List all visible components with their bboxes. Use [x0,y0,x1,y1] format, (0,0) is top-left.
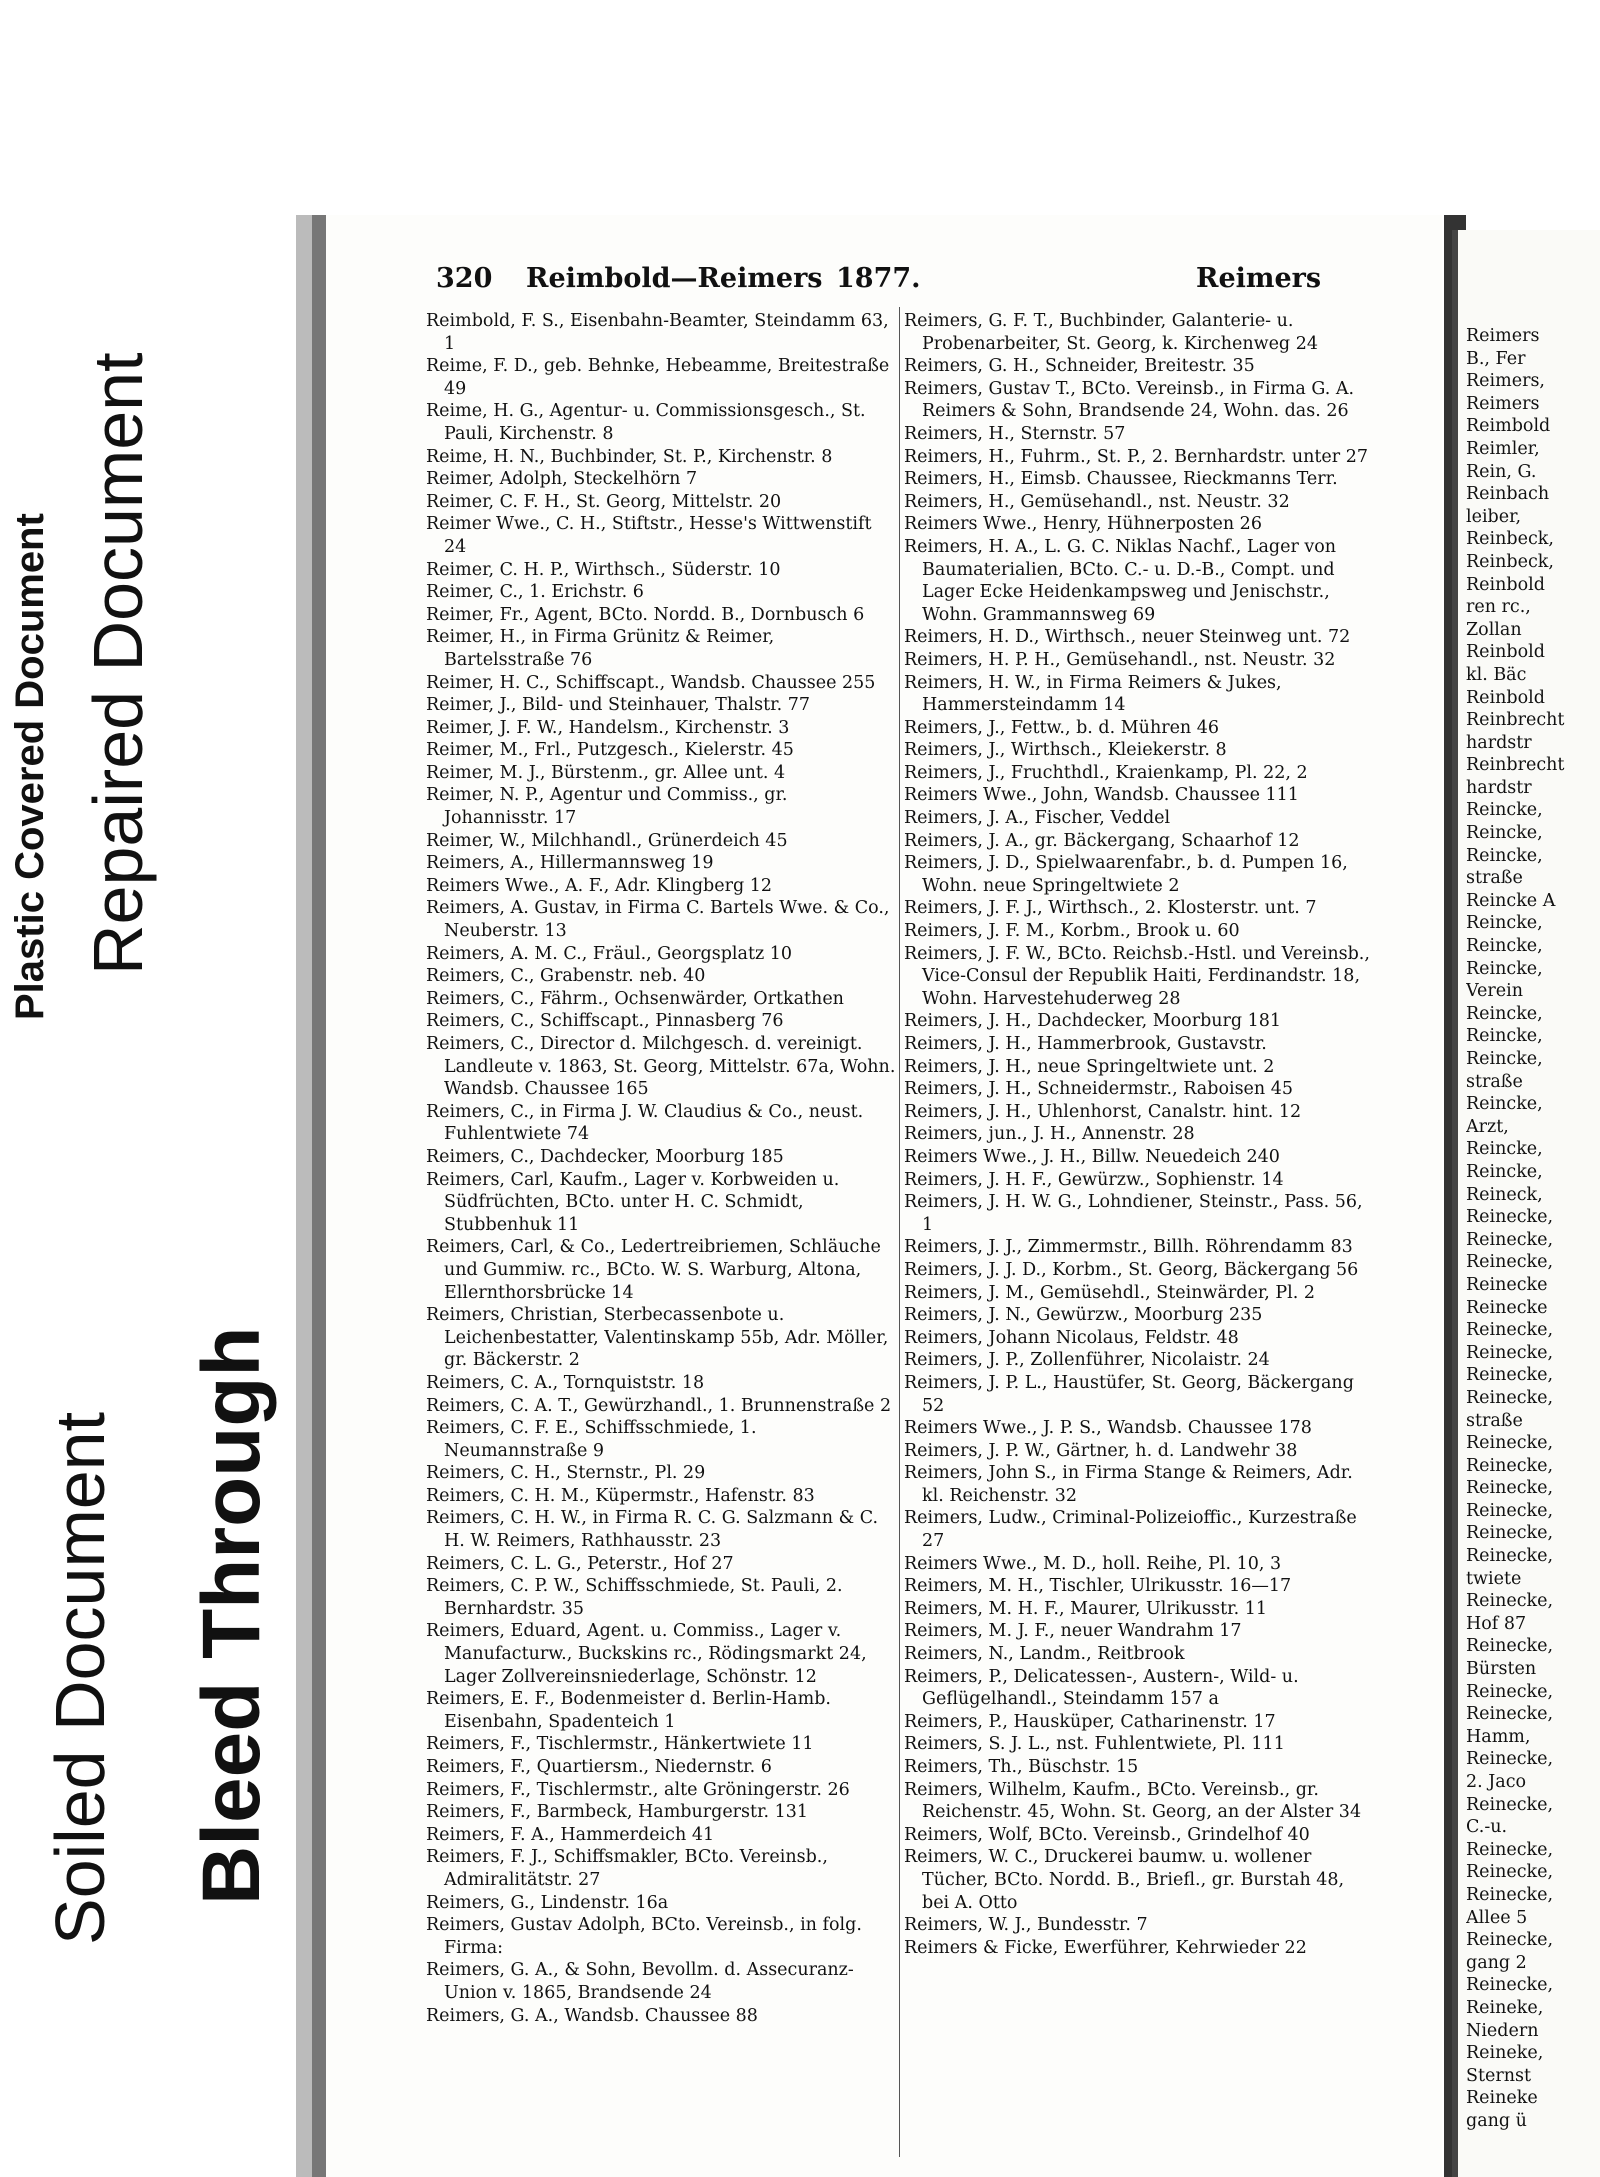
next-page-fragment: Reimers, [1466,371,1545,392]
next-page-fragment: B., Fer [1466,348,1526,369]
next-page-fragment: Reincke, [1466,1026,1543,1047]
directory-entry: Reimer, C. H. P., Wirthsch., Süderstr. 10 [426,559,781,580]
directory-entry: Reimers, Carl, Kaufm., Lager v. Korbweiden u. Südfrüchten, BCto. unter H. C. Schmidt, Stubbenhuk 11 [426,1169,840,1235]
directory-entry: Reimers, J. A., Fischer, Veddel [904,808,1171,829]
directory-entry: Reimers, N., Landm., Reitbrook [904,1644,1185,1665]
directory-entry: Reimers, P., Hausküper, Catharinenstr. 17 [904,1711,1276,1732]
header-keyword: Reimers [1196,263,1322,294]
next-page-fragment: Reinecke, [1466,1478,1554,1499]
next-page-fragment: Bürsten [1466,1659,1537,1680]
next-page-fragment: kl. Bäc [1466,664,1527,685]
directory-entry: Reimers, A., Hillermannsweg 19 [426,853,714,874]
directory-entry: Reimer, H., in Firma Grünitz & Reimer, Bartelsstraße 76 [426,627,775,670]
header-range: Reimbold—Reimers [526,263,823,294]
next-page-fragment: Reinecke, [1466,1229,1554,1250]
directory-entry: Reimers, J. H., Hammerbrook, Gustavstr. [904,1034,1267,1054]
directory-entry: Reimer, C., 1. Erichstr. 6 [426,582,644,603]
directory-entry: Reimer, M. J., Bürstenm., gr. Allee unt. 4 [426,762,786,783]
next-page-fragment: Reinecke, [1466,1884,1554,1905]
label-repaired: Repaired Document [79,352,157,975]
directory-entry: Reime, H. N., Buchbinder, St. P., Kirchenstr. 8 [426,446,833,467]
next-page-fragment: twiete [1466,1568,1522,1589]
directory-entry: Reimers, Wolf, BCto. Vereinsb., Grindelhof 40 [904,1824,1310,1845]
next-page-fragment: Reinecke, [1466,1523,1554,1544]
directory-entry: Reimers, C., in Firma J. W. Claudius & Co., neust. Fuhlentwiete 74 [426,1101,864,1145]
next-page-fragment: Reincke, [1466,1003,1543,1024]
directory-entry: Reimers, A. Gustav, in Firma C. Bartels Wwe. & Co., Neuberstr. 13 [426,898,890,942]
directory-entry: Reimers, J. F. W., BCto. Reichsb.-Hstl. und Vereinsb., Vice-Consul der Republik Haiti, Ferdinandstr. 18, Wohn. Harvestehuderweg 28 [904,943,1370,1009]
next-page-fragment: Rein, G. [1466,461,1537,482]
next-page-fragment: Reinecke, [1466,1794,1554,1815]
directory-entry: Reimers, H., Gemüsehandl., nst. Neustr. 32 [904,491,1290,512]
directory-entry: Reimer, J. F. W., Handelsm., Kirchenstr. 3 [426,717,790,738]
directory-entry: Reimers, J. P. W., Gärtner, h. d. Landwehr 38 [904,1440,1298,1461]
next-page-fragment: Reineke, [1466,2043,1544,2064]
next-page-fragment: Reinecke, [1466,1252,1554,1273]
next-page-edge [1452,230,1600,2177]
directory-entry: Reimers, W. J., Bundesstr. 7 [904,1915,1148,1936]
directory-entry: Reimers, Gustav Adolph, BCto. Vereinsb., in folg. Firma: [426,1915,862,1958]
column-rule [899,307,900,2157]
directory-entry: Reimers, H., Eimsb. Chaussee, Rieckmanns Terr. [904,469,1338,490]
next-page-fragment: ren rc., [1466,597,1531,618]
next-page-fragment: leiber, [1466,506,1522,527]
next-page-fragment: Reinbold [1466,642,1545,663]
directory-entry: Reimers, J. P., Zollenführer, Nicolaistr. 24 [904,1350,1270,1371]
label-bleed-through: Bleed Through [186,1326,277,1905]
directory-entry: Reimers, C. H. W., in Firma R. C. G. Salzmann & C. H. W. Reimers, Rathhausstr. 23 [426,1508,879,1552]
directory-entry: Reimers, Carl, & Co., Ledertreibriemen, Schläuche und Gummiw. rc., BCto. W. S. Warburg, Altona, Ellernthorsbrücke 14 [426,1237,881,1303]
next-page-fragment: straße [1466,868,1523,889]
directory-entry: Reimers, G. A., Wandsb. Chaussee 88 [426,2005,758,2026]
header-year: 1877. [836,263,921,294]
directory-entry: Reimer, W., Milchhandl., Grünerdeich 45 [426,830,788,851]
next-page-fragment: Verein [1466,981,1523,1002]
directory-entry: Reimers, G. F. T., Buchbinder, Galanterie- u. Probenarbeiter, St. Georg, k. Kirchenweg 24 [904,311,1318,354]
directory-entry: Reimers, G. A., & Sohn, Bevollm. d. Assecuranz-Union v. 1865, Brandsende 24 [426,1960,854,2003]
next-page-fragment: Reinecke, [1466,1320,1554,1341]
next-page-fragment: Reinecke [1466,1297,1548,1318]
next-page-fragment: Reincke, [1466,1094,1543,1115]
next-page-fragment: Reincke, [1466,800,1543,821]
next-page-fragment: Hof 87 [1466,1613,1527,1634]
next-page-fragment: Reincke, [1466,823,1543,844]
directory-entry: Reimers, C., Grabenstr. neb. 40 [426,966,706,987]
directory-entry: Reimers, J. H., Dachdecker, Moorburg 181 [904,1011,1282,1032]
next-page-fragment: Reinecke, [1466,1704,1554,1725]
next-page-fragment: Arzt, [1466,1116,1509,1137]
next-page-fragment: Reincke, [1466,1139,1543,1160]
directory-entry: Reimers, Th., Büschstr. 15 [904,1757,1139,1777]
directory-entry: Reimers, C. A., Tornquiststr. 18 [426,1372,705,1393]
next-page-fragment: Allee 5 [1466,1907,1528,1928]
directory-entry: Reimers, Ludw., Criminal-Polizeioffic., Kurzestraße 27 [904,1508,1357,1552]
directory-entry: Reime, F. D., geb. Behnke, Hebeamme, Breitestraße 49 [426,356,890,399]
directory-entry: Reimers Wwe., J. H., Billw. Neuedeich 240 [904,1146,1280,1167]
directory-entry: Reimer, Fr., Agent, BCto. Nordd. B., Dornbusch 6 [426,604,865,625]
next-page-fragment: Reineke, [1466,1997,1544,2018]
directory-entry: Reimers, W. C., Druckerei baumw. u. wollener Tücher, BCto. Nordd. B., Briefl., gr. Burstah 48, bei A. Otto [904,1847,1345,1913]
directory-entry: Reimers, F. J., Schiffsmakler, BCto. Vereinsb., Admiralitätstr. 27 [426,1847,828,1890]
directory-entry: Reimers & Ficke, Ewerführer, Kehrwieder 22 [904,1937,1307,1958]
directory-entry: Reimers, F., Barmbeck, Hamburgerstr. 131 [426,1802,809,1823]
label-plastic-covered: Plastic Covered Document [8,513,52,1020]
directory-entry: Reimers, C., Director d. Milchgesch. d. vereinigt. Landleute v. 1863, St. Georg, Mittelstr. 67a, Wohn. Wandsb. Chaussee 165 [426,1034,896,1100]
directory-entry: Reimers, F., Tischlermstr., Hänkertwiete 11 [426,1734,814,1755]
directory-entry: Reimers, F., Quartiersm., Niedernstr. 6 [426,1757,772,1777]
next-page-fragment: Reinbold [1466,574,1545,595]
directory-entry: Reimers Wwe., M. D., holl. Reihe, Pl. 10, 3 [904,1553,1282,1574]
directory-entry: Reimers, J. H. F., Gewürzw., Sophienstr. 14 [904,1169,1284,1190]
directory-entry: Reimers, C., Fährm., Ochsenwärder, Ortkathen [426,988,844,1009]
directory-entry: Reimers Wwe., J. P. S., Wandsb. Chaussee 178 [904,1418,1312,1439]
directory-entry: Reimer, C. F. H., St. Georg, Mittelstr. 20 [426,491,782,512]
directory-entry: Reimers, J. H., Schneidermstr., Raboisen 45 [904,1079,1294,1100]
directory-entry: Reimers, C., Dachdecker, Moorburg 185 [426,1146,784,1167]
directory-entry: Reimers, J. M., Gemüsehdl., Steinwärder, Pl. 2 [904,1282,1316,1303]
directory-entry: Reimers, P., Delicatessen-, Austern-, Wild- u. Geflügelhandl., Steindamm 157 a [904,1666,1299,1710]
directory-entry: Reimers, J. D., Spielwaarenfabr., b. d. Pumpen 16, Wohn. neue Springeltwiete 2 [904,853,1348,896]
directory-entry: Reimer, J., Bild- und Steinhauer, Thalstr. 77 [426,695,811,716]
next-page-fragment: gang 2 [1466,1952,1527,1973]
page-number: 320 [436,263,493,294]
directory-entry: Reimers, jun., J. H., Annenstr. 28 [904,1124,1195,1145]
directory-entry: Reimers, H. A., L. G. C. Niklas Nachf., Lager von Baumaterialien, BCto. C.- u. D.-B., Compt. und Lager Ecke Heidenkampsweg und Jenischstr., Wohn. Grammannsweg 69 [904,536,1337,625]
next-page-fragment: 2. Jaco [1466,1772,1527,1792]
left-column [426,310,896,2027]
directory-entry: Reimer, N. P., Agentur und Commiss., gr. Johannisstr. 17 [426,785,788,829]
next-page-fragment: Sternst [1466,2065,1532,2086]
next-page-fragment: Reinecke [1466,1274,1548,1295]
directory-entry: Reimers, Gustav T., BCto. Vereinsb., in Firma G. A. Reimers & Sohn, Brandsende 24, Wohn. das. 26 [904,378,1355,422]
directory-entry: Reimers, C. H., Sternstr., Pl. 29 [426,1463,706,1484]
directory-entry: Reimers, Christian, Sterbecassenbote u. Leichenbestatter, Valentinskamp 55b, Adr. Möller, gr. Bäckerstr. 2 [426,1305,889,1371]
next-page-fragment: Reinecke, [1466,1749,1554,1770]
next-page-fragment: Reinbrecht [1466,710,1565,731]
directory-entry: Reimers, J. J., Zimmermstr., Billh. Röhrendamm 83 [904,1237,1353,1258]
directory-entry: Reimers, M. J. F., neuer Wandrahm 17 [904,1621,1242,1642]
directory-entry: Reimers, C. F. E., Schiffsschmiede, 1. Neumannstraße 9 [426,1418,757,1461]
directory-entry: Reimers, John S., in Firma Stange & Reimers, Adr. kl. Reichenstr. 32 [904,1463,1353,1506]
next-page-fragment: Reinecke, [1466,1636,1554,1657]
next-page-fragment: Reinecke, [1466,1839,1554,1860]
next-page-fragment: C.-u. [1466,1817,1508,1838]
next-page-fragment: Reinecke, [1466,1681,1554,1702]
next-page-fragment: Reinbrecht [1466,755,1565,776]
next-page-fragment: Reimers [1466,326,1540,346]
directory-entry: Reimers Wwe., A. F., Adr. Klingberg 12 [426,875,772,896]
next-page-fragment: hardstr [1466,777,1532,798]
next-page-fragment: Reinecke, [1466,1342,1554,1363]
next-page-fragment: straße [1466,1071,1523,1092]
directory-entry: Reimers, J., Fettw., b. d. Mühren 46 [904,717,1220,738]
next-page-fragment: Reinbach [1466,484,1550,505]
directory-entry: Reimers, M. H., Tischler, Ulrikusstr. 16—17 [904,1576,1292,1597]
next-page-fragment: Reimbold [1466,416,1551,437]
right-column [904,310,1374,1959]
label-soiled: Soiled Document [41,1411,119,1945]
next-page-fragment: Reincke, [1466,1049,1543,1069]
directory-entry: Reimers, J., Fruchthdl., Kraienkamp, Pl. 22, 2 [904,762,1308,783]
next-page-fragment: Reincke, [1466,845,1543,866]
directory-entry: Reimers, H. D., Wirthsch., neuer Steinweg unt. 72 [904,627,1351,648]
directory-entry: Reimers, J. F. J., Wirthsch., 2. Klosterstr. unt. 7 [904,898,1317,919]
next-page-fragment: Reinecke, [1466,1455,1554,1476]
directory-entry: Reimers, C. H. M., Küpermstr., Hafenstr. 83 [426,1485,815,1506]
next-page-fragment: Reincke, [1466,913,1543,934]
directory-entry: Reimers, G., Lindenstr. 16a [426,1892,669,1913]
directory-entry: Reimers, A. M. C., Fräul., Georgsplatz 10 [426,943,793,964]
directory-entry: Reimers, C. A. T., Gewürzhandl., 1. Brunnenstraße 2 [426,1395,892,1416]
directory-entry: Reimers, J. N., Gewürzw., Moorburg 235 [904,1305,1263,1326]
next-page-fragment: gang ü [1466,2110,1527,2131]
directory-entry: Reimers, J. J. D., Korbm., St. Georg, Bäckergang 56 [904,1259,1359,1280]
directory-entry: Reimers Wwe., John, Wandsb. Chaussee 111 [904,785,1299,806]
directory-entry: Reime, H. G., Agentur- u. Commissionsgesch., St. Pauli, Kirchenstr. 8 [426,401,866,444]
directory-entry: Reimers, J. A., gr. Bäckergang, Schaarhof 12 [904,830,1300,851]
next-page-fragment: hardstr [1466,732,1532,753]
next-page-fragment: Reinecke, [1466,1930,1554,1951]
next-page-fragment: Reinbeck, [1466,551,1554,572]
directory-entry: Reimers, Wilhelm, Kaufm., BCto. Vereinsb., gr. Reichenstr. 45, Wohn. St. Georg, an der Alster 34 [904,1779,1362,1823]
directory-entry: Reimers, S. J. L., nst. Fuhlentwiete, Pl. 111 [904,1734,1285,1755]
next-page-fragment: Reinbeck, [1466,529,1554,550]
next-page-fragment: Reinecke, [1466,1975,1554,1996]
next-page-fragment: Reineck, [1466,1184,1543,1205]
directory-entry: Reimers, E. F., Bodenmeister d. Berlin-Hamb. Eisenbahn, Spadenteich 1 [426,1689,831,1732]
directory-entry: Reimbold, F. S., Eisenbahn-Beamter, Steindamm 63, 1 [426,311,889,354]
directory-entry: Reimers Wwe., Henry, Hühnerposten 26 [904,514,1262,535]
directory-entry: Reimer, Adolph, Steckelhörn 7 [426,469,698,490]
next-page-fragment: Reimler, [1466,438,1540,459]
next-page-fragments [1466,325,1600,2133]
next-page-fragment: Reinecke, [1466,1365,1554,1386]
next-page-fragment: Reincke A [1466,890,1556,911]
next-page-fragment: Reinecke, [1466,1500,1554,1521]
directory-entry: Reimers, H., Fuhrm., St. P., 2. Bernhardstr. unter 27 [904,446,1368,467]
directory-entry: Reimers, J. P. L., Haustüfer, St. Georg, Bäckergang 52 [904,1372,1354,1416]
next-page-fragment: Hamm, [1466,1726,1531,1747]
directory-entry: Reimers, J., Wirthsch., Kleiekerstr. 8 [904,740,1227,761]
next-page-fragment: Reinecke, [1466,1546,1554,1567]
directory-entry: Reimer, M., Frl., Putzgesch., Kielerstr. 45 [426,740,794,761]
directory-entry: Reimers, C., Schiffscapt., Pinnasberg 76 [426,1011,784,1032]
directory-entry: Reimers, M. H. F., Maurer, Ulrikusstr. 11 [904,1598,1268,1619]
next-page-fragment: Reincke, [1466,936,1543,957]
directory-entry: Reimers, J. H., Uhlenhorst, Canalstr. hint. 12 [904,1101,1302,1122]
next-page-fragment: Reinecke, [1466,1862,1554,1883]
directory-entry: Reimers, J. H., neue Springeltwiete unt. 2 [904,1056,1275,1077]
directory-entry: Reimers, C. P. W., Schiffsschmiede, St. Pauli, 2. Bernhardstr. 35 [426,1576,843,1619]
directory-entry: Reimers, H. W., in Firma Reimers & Jukes, Hammersteindamm 14 [904,672,1282,716]
next-page-fragment: Reinecke, [1466,1207,1554,1228]
next-page-fragment: Reinecke, [1466,1591,1554,1612]
directory-entry: Reimers, F., Tischlermstr., alte Gröningerstr. 26 [426,1779,850,1800]
next-page-fragment: straße [1466,1410,1523,1431]
directory-entry: Reimer, H. C., Schiffscapt., Wandsb. Chaussee 255 [426,672,876,693]
next-page-fragment: Reinbold [1466,687,1545,708]
directory-entry: Reimers, H. P. H., Gemüsehandl., nst. Neustr. 32 [904,649,1336,670]
directory-entry: Reimers, G. H., Schneider, Breitestr. 35 [904,356,1255,377]
next-page-fragment: Niedern [1466,2020,1539,2041]
next-page-fragment: Reinecke, [1466,1387,1554,1408]
next-page-fragment: Reinecke, [1466,1433,1554,1454]
directory-entry: Reimers, J. H. W. G., Lohndiener, Steinstr., Pass. 56, 1 [904,1192,1363,1235]
directory-entry: Reimers, C. L. G., Peterstr., Hof 27 [426,1553,734,1574]
directory-entry: Reimers, J. F. M., Korbm., Brook u. 60 [904,921,1240,942]
next-page-fragment: Reineke [1466,2088,1538,2109]
next-page-fragment: Reimers [1466,393,1540,414]
next-page-fragment: Reincke, [1466,1161,1543,1182]
directory-entry: Reimers, Johann Nicolaus, Feldstr. 48 [904,1327,1239,1348]
directory-entry: Reimers, Eduard, Agent. u. Commiss., Lager v. Manufacturw., Buckskins rc., Rödingsmarkt 24, Lager Zollvereinsniederlage, Schönstr. 12 [426,1621,867,1687]
directory-entry: Reimer Wwe., C. H., Stiftstr., Hesse's Wittwenstift 24 [426,514,872,557]
directory-entry: Reimers, F. A., Hammerdeich 41 [426,1824,715,1845]
directory-entry: Reimers, H., Sternstr. 57 [904,423,1126,444]
next-page-fragment: Reincke, [1466,958,1543,979]
scanned-page [312,215,1442,2177]
next-page-fragment: Zollan [1466,619,1522,640]
